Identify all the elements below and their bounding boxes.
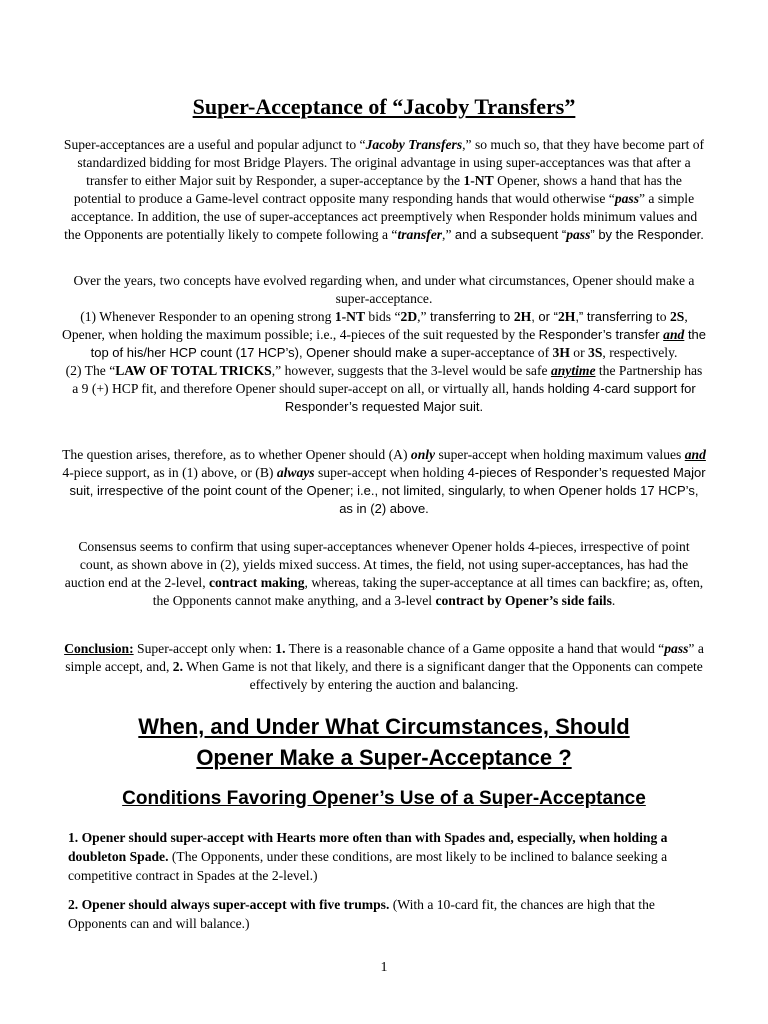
concepts-text: ,” (417, 309, 430, 324)
concepts-text: or (569, 345, 589, 360)
section-heading-line-2: Opener Make a Super-Acceptance ? (196, 745, 572, 770)
conclusion-paragraph (62, 640, 706, 694)
concepts-2h-2: 2H (557, 309, 576, 324)
conclusion-num-2: 2. (172, 659, 183, 674)
consensus-text: , whereas, taking the super-acceptance at all times can backfire; as, often, the Opponents cannot make anything, and a 3-level (152, 575, 704, 608)
condition-1-text: (The Opponents, under these conditions, are most likely to be inclined to balance seeking a competitive contract in Spades at the 2-level.) (68, 849, 668, 883)
intro-text: ,” so much so, that they have become part of standardized bidding for most Bridge Players. The original advantage in using super-acceptances was that after a transfer to either Major suit by Responder, a super-acceptance by the (77, 137, 705, 188)
section-heading-line-1: When, and Under What Circumstances, Should (138, 714, 630, 739)
concepts-and: and (663, 327, 685, 342)
question-text: super-accept when holding (314, 465, 468, 480)
concepts-anytime: anytime (550, 363, 596, 378)
intro-jacoby: Jacoby Transfers (365, 137, 463, 152)
intro-pass: pass (614, 191, 639, 206)
intro-text: Super-acceptances are a useful and popular adjunct to “ (63, 137, 366, 152)
condition-item-1 (68, 828, 708, 885)
intro-1nt: 1-NT (463, 173, 494, 188)
question-paragraph (62, 446, 706, 518)
concepts-3h: 3H (552, 345, 570, 360)
condition-item-2 (68, 895, 708, 933)
intro-pass-2: pass (566, 227, 591, 242)
conclusion-text: ” a simple accept, and, (65, 641, 704, 674)
question-always: always (276, 465, 315, 480)
intro-text: ,” (442, 227, 455, 242)
concepts-text: bids “ (365, 309, 401, 324)
concepts-1nt: 1-NT (334, 309, 366, 324)
intro-text: Opener, shows a hand that has the potential to produce a Game-level contract opposite many responding hands that would otherwise “ (73, 173, 682, 206)
question-text: The question arises, therefore, as to whether Opener should (A) (62, 447, 411, 462)
concepts-text: super-acceptance of (437, 345, 553, 360)
intro-text: ” a simple acceptance. In addition, the use of super-acceptances act preemptively when Responder holds minimum values and the Opponents are potentially likely to compete following a “ (64, 191, 698, 242)
concepts-text: transferring to (430, 309, 514, 324)
concepts-text: the top of his/her HCP count (17 HCP’s), Opener should make a (90, 327, 707, 360)
concepts-text: (2) The “ (65, 363, 116, 378)
question-text: 4-pieces of Responder’s requested Major suit, irrespective of the point count of the Opener; i.e., not limited, singularly, to when Opener holds 17 HCP’s, as in (2) above. (69, 465, 706, 516)
question-only: only (410, 447, 436, 462)
concepts-text: holding 4-card support for Responder’s requested Major suit. (284, 381, 696, 414)
intro-transfer: transfer (397, 227, 443, 242)
consensus-text: . (611, 593, 616, 608)
condition-1-bold: 1. Opener should super-accept with Hearts more often than with Spades and, especially, when holding a doubleton Spade. (68, 830, 668, 864)
concepts-text: ,” however, suggests that the 3-level would be safe (271, 363, 551, 378)
concepts-2s: 2S (670, 309, 685, 324)
concepts-law: LAW OF TOTAL TRICKS (115, 363, 272, 378)
intro-paragraph (62, 136, 706, 244)
question-text: 4-piece support, as in (1) above, or (B) (62, 465, 277, 480)
question-and: and (684, 447, 706, 462)
conclusion-num-1: 1. (275, 641, 286, 656)
page-number: 1 (380, 960, 388, 975)
concepts-3s: 3S (588, 345, 603, 360)
consensus-contract-making: contract making (209, 575, 305, 590)
conclusion-text: Super-accept only when: (133, 641, 276, 656)
concepts-text: to (652, 309, 670, 324)
concepts-text: , Opener, when holding the maximum possible; i.e., 4-pieces of the suit requested by the (62, 309, 688, 342)
consensus-text: Consensus seems to confirm that using super-acceptances whenever Opener holds 4-pieces, irrespective of point count, as shown above in (2), yields mixed success. At times, the field, not using super-acceptances, has had the auction end at the 2-level, (64, 539, 690, 590)
intro-text: ” by the Responder. (590, 227, 704, 242)
concepts-text: (1) Whenever Responder to an opening strong (80, 309, 335, 324)
concepts-2h: 2H (513, 309, 532, 324)
consensus-paragraph (62, 538, 706, 610)
intro-text: and a subsequent “ (454, 227, 567, 242)
concepts-2d: 2D (400, 309, 418, 324)
conclusion-text: There is a reasonable chance of a Game opposite a hand that would “ (285, 641, 665, 656)
condition-2-bold: 2. Opener should always super-accept with five trumps. (68, 897, 390, 912)
concepts-text: , respectively. (602, 345, 678, 360)
concepts-text: , or “ (531, 309, 558, 324)
conclusion-text: When Game is not that likely, and there is a significant danger that the Opponents can compete effectively by entering the auction and balancing. (182, 659, 703, 692)
condition-2-text: (With a 10-card fit, the chances are high that the Opponents can and will balance.) (68, 897, 655, 931)
concepts-text: Over the years, two concepts have evolved regarding when, and under what circumstances, Opener should make a super-acceptance. (73, 273, 695, 306)
concepts-text: Responder’s transfer (538, 327, 664, 342)
concepts-paragraph (62, 272, 706, 416)
concepts-text: ,” transferring (575, 309, 653, 324)
concepts-text: the Partnership has a 9 (+) HCP fit, and therefore Opener should super-accept on all, or virtually all, hands (72, 363, 703, 396)
conclusion-pass: pass (664, 641, 689, 656)
subsection-heading: Conditions Favoring Opener’s Use of a Super-Acceptance (122, 788, 646, 809)
question-text: super-accept when holding maximum values (435, 447, 685, 462)
page-title: Super-Acceptance of “Jacoby Transfers” (192, 94, 576, 119)
consensus-contract-fails: contract by Opener’s side fails (435, 593, 612, 608)
conclusion-label: Conclusion: (64, 641, 134, 656)
